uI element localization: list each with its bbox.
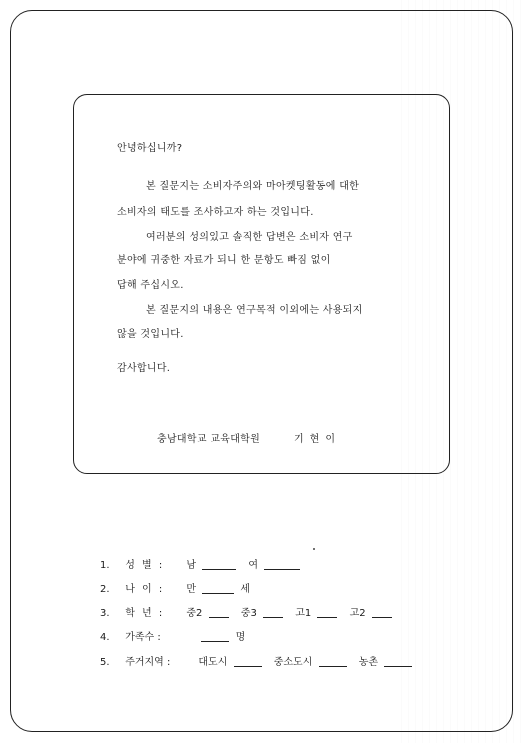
unit-label: 세 bbox=[240, 584, 251, 595]
question-number: 1. bbox=[100, 560, 110, 571]
question-label: 학 년 : bbox=[125, 608, 165, 619]
option-label: 고2 bbox=[349, 608, 366, 619]
answer-blank-grade-h2[interactable] bbox=[372, 607, 392, 618]
option-label: 농촌 bbox=[358, 657, 379, 668]
letter-line: 않을 것입니다. bbox=[117, 329, 184, 340]
answer-blank-grade-h1[interactable] bbox=[317, 607, 337, 618]
answer-blank-male[interactable] bbox=[202, 559, 236, 570]
stray-dot bbox=[313, 548, 315, 550]
answer-blank-grade-m2[interactable] bbox=[209, 607, 229, 618]
question-number: 4. bbox=[100, 632, 110, 643]
letter-line: 본 질문지는 소비자주의와 마아켓팅활동에 대한 bbox=[146, 181, 360, 192]
option-label: 대도시 bbox=[198, 657, 228, 668]
signature-organization: 충남대학교 교육대학원 bbox=[157, 434, 261, 445]
answer-blank-rural[interactable] bbox=[384, 656, 412, 667]
signature-name: 기현이 bbox=[294, 434, 341, 445]
question-residence bbox=[100, 653, 415, 668]
letter-line: 소비자의 태도를 조사하고자 하는 것입니다. bbox=[117, 207, 314, 218]
letter-thanks: 감사합니다. bbox=[117, 363, 171, 374]
answer-blank-family[interactable] bbox=[201, 631, 229, 642]
option-label: 고1 bbox=[295, 608, 312, 619]
option-label: 남 bbox=[186, 560, 197, 571]
letter-line: 본 질문지의 내용은 연구목적 이외에는 사용되지 bbox=[146, 305, 363, 316]
question-label: 주거지역 : bbox=[125, 657, 171, 668]
question-label: 나 이 : bbox=[125, 584, 165, 595]
question-number: 5. bbox=[100, 657, 110, 668]
answer-blank-female[interactable] bbox=[264, 559, 300, 570]
question-label: 가족수 : bbox=[125, 632, 161, 643]
option-label: 여 bbox=[248, 560, 259, 571]
letter-line: 분야에 귀중한 자료가 되니 한 문항도 빠짐 없이 bbox=[117, 255, 331, 266]
letter-greeting: 안녕하십니까? bbox=[117, 143, 183, 154]
option-label: 중2 bbox=[186, 608, 203, 619]
answer-blank-age[interactable] bbox=[202, 583, 234, 594]
question-grade bbox=[100, 604, 395, 619]
option-label: 만 bbox=[186, 584, 197, 595]
question-family-size bbox=[100, 628, 245, 643]
unit-label: 명 bbox=[235, 632, 246, 643]
option-label: 중3 bbox=[240, 608, 257, 619]
question-gender bbox=[100, 556, 303, 571]
answer-blank-small-city[interactable] bbox=[319, 656, 347, 667]
option-label: 중소도시 bbox=[273, 657, 313, 668]
question-age bbox=[100, 580, 250, 595]
letter-line: 여러분의 성의있고 솔직한 답변은 소비자 연구 bbox=[146, 232, 353, 243]
question-number: 2. bbox=[100, 584, 110, 595]
question-number: 3. bbox=[100, 608, 110, 619]
answer-blank-city[interactable] bbox=[234, 656, 262, 667]
letter-line: 답해 주십시오. bbox=[117, 280, 184, 291]
letter-box bbox=[73, 94, 450, 474]
question-label: 성 별 : bbox=[125, 560, 165, 571]
answer-blank-grade-m3[interactable] bbox=[263, 607, 283, 618]
